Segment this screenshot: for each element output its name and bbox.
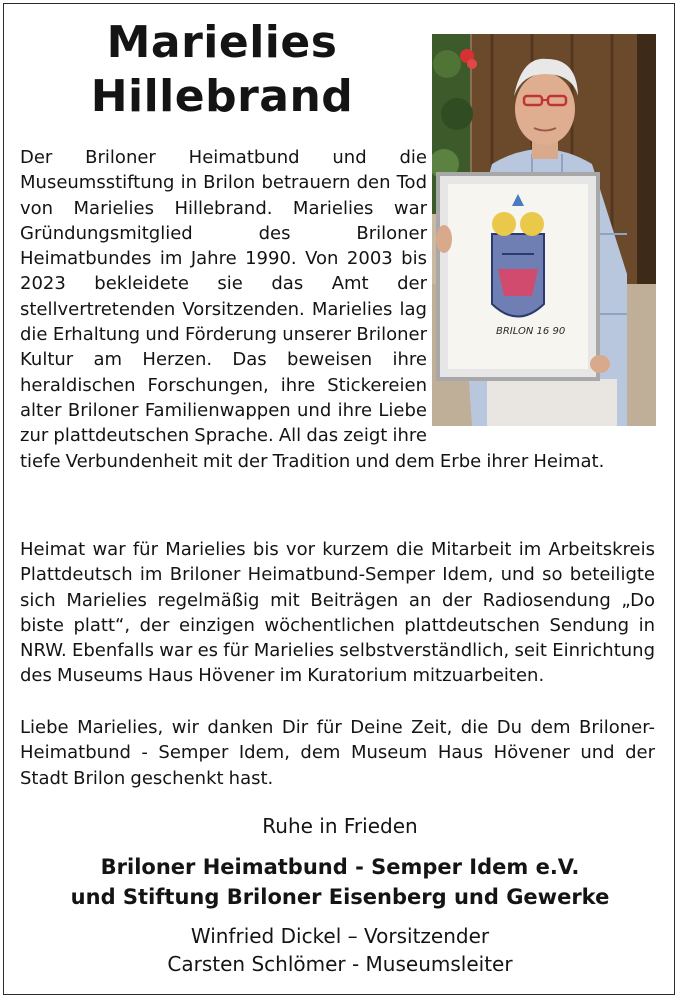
name-last: Hillebrand [90, 71, 354, 122]
obituary-paragraph-1 [20, 145, 655, 474]
organization-line-2: und Stiftung Briloner Eisenberg und Gewerke [70, 885, 610, 909]
organization-block [0, 852, 680, 912]
deceased-name [20, 16, 424, 124]
photo-wrap-space [427, 145, 655, 427]
obituary-paragraph-2: Heimat war für Marielies bis vor kurzem die Mitarbeit im Arbeitskreis Plattdeutsch im Briloner Heimatbund-Semper Idem, und so beteiligte sich Marielies regelmäßig mit Beiträgen an der Radiosendung „Do biste platt“, der einzigen wöchentlichen plattdeutschen Sendung in NRW. Ebenfalls war es für Marielies selbstverständlich, seit Einrichtung des Museums Haus Hövener im Kuratorium mitzuarbeiten. [20, 539, 655, 687]
signatory-2: Carsten Schlömer - Museumsleiter [167, 952, 513, 976]
signatories [0, 922, 680, 978]
farewell-line: Ruhe in Frieden [262, 814, 418, 838]
obituary-paragraph-1-text: Der Briloner Heimatbund und die Museumsstiftung in Brilon betrauern den Tod von Marielies Hillebrand. Marielies war Gründungsmitglied des Briloner Heimatbundes im Jahre 1990. Von 2003 bis 2023 bekleidete sie das Amt der stellvertretenden Vorsitzenden. Marielies lag die Erhaltung und Förderung unserer Briloner Kultur am Herzen. Das beweisen ihre heraldischen Forschungen, ihre Stickereien alter Briloner Familienwappen und ihre Liebe zur plattdeutschen Sprache. All das zeigt ihre tiefe Verbundenheit mit der Tradition und dem Erbe ihrer Heimat. [20, 147, 605, 472]
signatory-1: Winfried Dickel – Vorsitzender [190, 924, 490, 948]
name-first: Marielies [106, 17, 338, 68]
obituary-paragraph-3: Liebe Marielies, wir danken Dir für Deine Zeit, die Du dem Briloner-Heimatbund - Semper Idem, dem Museum Haus Hövener und der Stadt Brilon geschenkt hast. [20, 717, 655, 789]
organization-line-1: Briloner Heimatbund - Semper Idem e.V. [100, 855, 580, 879]
frame-inscription: BRILON 16 90 [496, 326, 566, 337]
